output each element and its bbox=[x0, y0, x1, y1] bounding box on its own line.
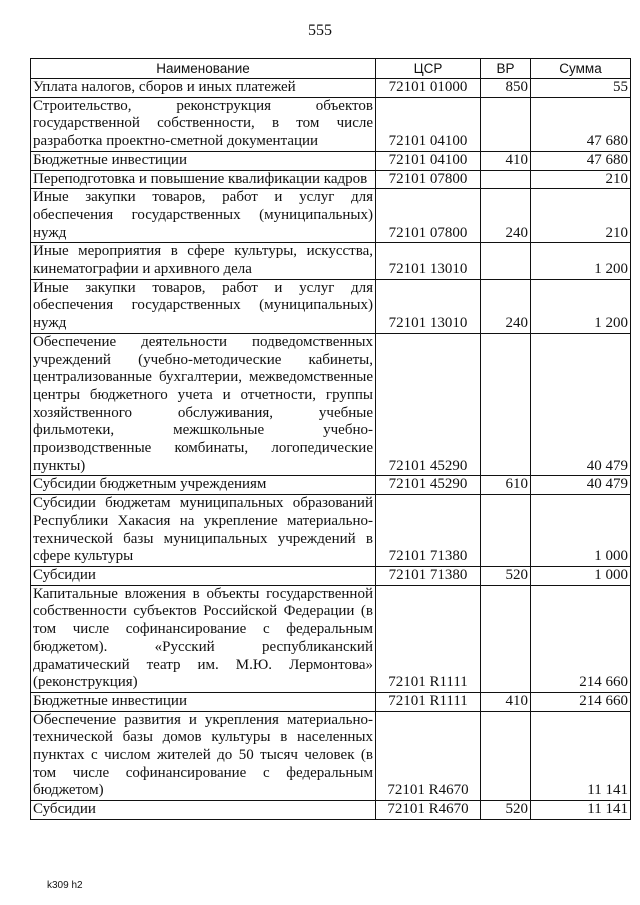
table-row bbox=[31, 151, 631, 170]
row-vr bbox=[481, 170, 531, 189]
table-row bbox=[31, 243, 631, 279]
column-header-name: Наименование bbox=[31, 59, 376, 79]
row-name: Иные закупки товаров, работ и услуг для обеспечения государственных (муниципальных) нужд bbox=[31, 279, 376, 333]
row-code: 72101 R4670 bbox=[376, 801, 481, 820]
row-code: 72101 04100 bbox=[376, 151, 481, 170]
row-name: Строительство, реконструкция объектов государственной собственности, в том числе разработка проектно-сметной документации bbox=[31, 97, 376, 151]
row-vr bbox=[481, 585, 531, 692]
row-code: 72101 07800 bbox=[376, 189, 481, 243]
row-code: 72101 04100 bbox=[376, 97, 481, 151]
row-sum: 11 141 bbox=[531, 801, 631, 820]
row-name: Обеспечение развития и укрепления материально-технической базы домов культуры в населенных пунктах с числом жителей до 50 тысяч человек (в том числе софинансирование с федеральным бюджетом) bbox=[31, 711, 376, 801]
table-row bbox=[31, 711, 631, 801]
table-header bbox=[31, 59, 631, 79]
row-vr bbox=[481, 495, 531, 567]
row-vr bbox=[481, 243, 531, 279]
row-name: Уплата налогов, сборов и иных платежей bbox=[31, 79, 376, 98]
column-header-sum: Сумма bbox=[531, 59, 631, 79]
table-row bbox=[31, 585, 631, 692]
row-name: Субсидии bbox=[31, 801, 376, 820]
row-name: Субсидии бюджетам муниципальных образований Республики Хакасия на укрепление материально-технической базы муниципальных учреждений в сфере культуры bbox=[31, 495, 376, 567]
row-name: Иные мероприятия в сфере культуры, искусства, кинематографии и архивного дела bbox=[31, 243, 376, 279]
table-row bbox=[31, 476, 631, 495]
budget-table bbox=[30, 58, 631, 820]
row-code: 72101 71380 bbox=[376, 495, 481, 567]
page-number: 555 bbox=[308, 22, 332, 39]
row-name: Бюджетные инвестиции bbox=[31, 692, 376, 711]
row-vr: 410 bbox=[481, 151, 531, 170]
row-sum: 210 bbox=[531, 189, 631, 243]
row-sum: 214 660 bbox=[531, 692, 631, 711]
row-sum: 40 479 bbox=[531, 333, 631, 476]
column-header-vr: ВР bbox=[481, 59, 531, 79]
row-sum: 1 000 bbox=[531, 495, 631, 567]
row-sum: 210 bbox=[531, 170, 631, 189]
table-row bbox=[31, 692, 631, 711]
row-sum: 11 141 bbox=[531, 711, 631, 801]
row-code: 72101 R1111 bbox=[376, 585, 481, 692]
table-row bbox=[31, 566, 631, 585]
table-row bbox=[31, 279, 631, 333]
row-code: 72101 71380 bbox=[376, 566, 481, 585]
row-code: 72101 13010 bbox=[376, 243, 481, 279]
row-sum: 47 680 bbox=[531, 151, 631, 170]
table-row bbox=[31, 801, 631, 820]
row-vr: 410 bbox=[481, 692, 531, 711]
row-name: Переподготовка и повышение квалификации кадров bbox=[31, 170, 376, 189]
table-row bbox=[31, 97, 631, 151]
column-header-code: ЦСР bbox=[376, 59, 481, 79]
row-vr bbox=[481, 711, 531, 801]
row-code: 72101 45290 bbox=[376, 333, 481, 476]
row-vr bbox=[481, 333, 531, 476]
table-row bbox=[31, 495, 631, 567]
row-code: 72101 13010 bbox=[376, 279, 481, 333]
row-vr: 240 bbox=[481, 279, 531, 333]
row-code: 72101 07800 bbox=[376, 170, 481, 189]
row-sum: 1 000 bbox=[531, 566, 631, 585]
row-vr: 240 bbox=[481, 189, 531, 243]
row-sum: 1 200 bbox=[531, 243, 631, 279]
table-row bbox=[31, 79, 631, 98]
row-sum: 47 680 bbox=[531, 97, 631, 151]
row-name: Субсидии bbox=[31, 566, 376, 585]
table-row bbox=[31, 189, 631, 243]
header-row bbox=[31, 59, 631, 79]
row-name: Субсидии бюджетным учреждениям bbox=[31, 476, 376, 495]
row-vr: 850 bbox=[481, 79, 531, 98]
row-name: Капитальные вложения в объекты государственной собственности субъектов Российской Федерации (в том числе софинансирование с федеральным бюджетом). «Русский республиканский драматический театр им. М.Ю. Лермонтова» (реконструкция) bbox=[31, 585, 376, 692]
row-vr bbox=[481, 97, 531, 151]
row-vr: 610 bbox=[481, 476, 531, 495]
footer-code: k309 h2 bbox=[47, 880, 83, 891]
row-code: 72101 45290 bbox=[376, 476, 481, 495]
row-vr: 520 bbox=[481, 801, 531, 820]
row-vr: 520 bbox=[481, 566, 531, 585]
row-sum: 214 660 bbox=[531, 585, 631, 692]
table-row bbox=[31, 333, 631, 476]
row-sum: 40 479 bbox=[531, 476, 631, 495]
row-code: 72101 R4670 bbox=[376, 711, 481, 801]
row-name: Обеспечение деятельности подведомственных учреждений (учебно-методические кабинеты, централизованные бухгалтерии, межведомственные центры бюджетного учета и отчетности, группы хозяйственного обслуживания, учебные фильмотеки, межшкольные учебно-производственные комбинаты, логопедические пункты) bbox=[31, 333, 376, 476]
table-row bbox=[31, 170, 631, 189]
row-name: Бюджетные инвестиции bbox=[31, 151, 376, 170]
row-sum: 55 bbox=[531, 79, 631, 98]
table-body bbox=[31, 79, 631, 820]
row-code: 72101 01000 bbox=[376, 79, 481, 98]
row-sum: 1 200 bbox=[531, 279, 631, 333]
row-code: 72101 R1111 bbox=[376, 692, 481, 711]
row-name: Иные закупки товаров, работ и услуг для обеспечения государственных (муниципальных) нужд bbox=[31, 189, 376, 243]
